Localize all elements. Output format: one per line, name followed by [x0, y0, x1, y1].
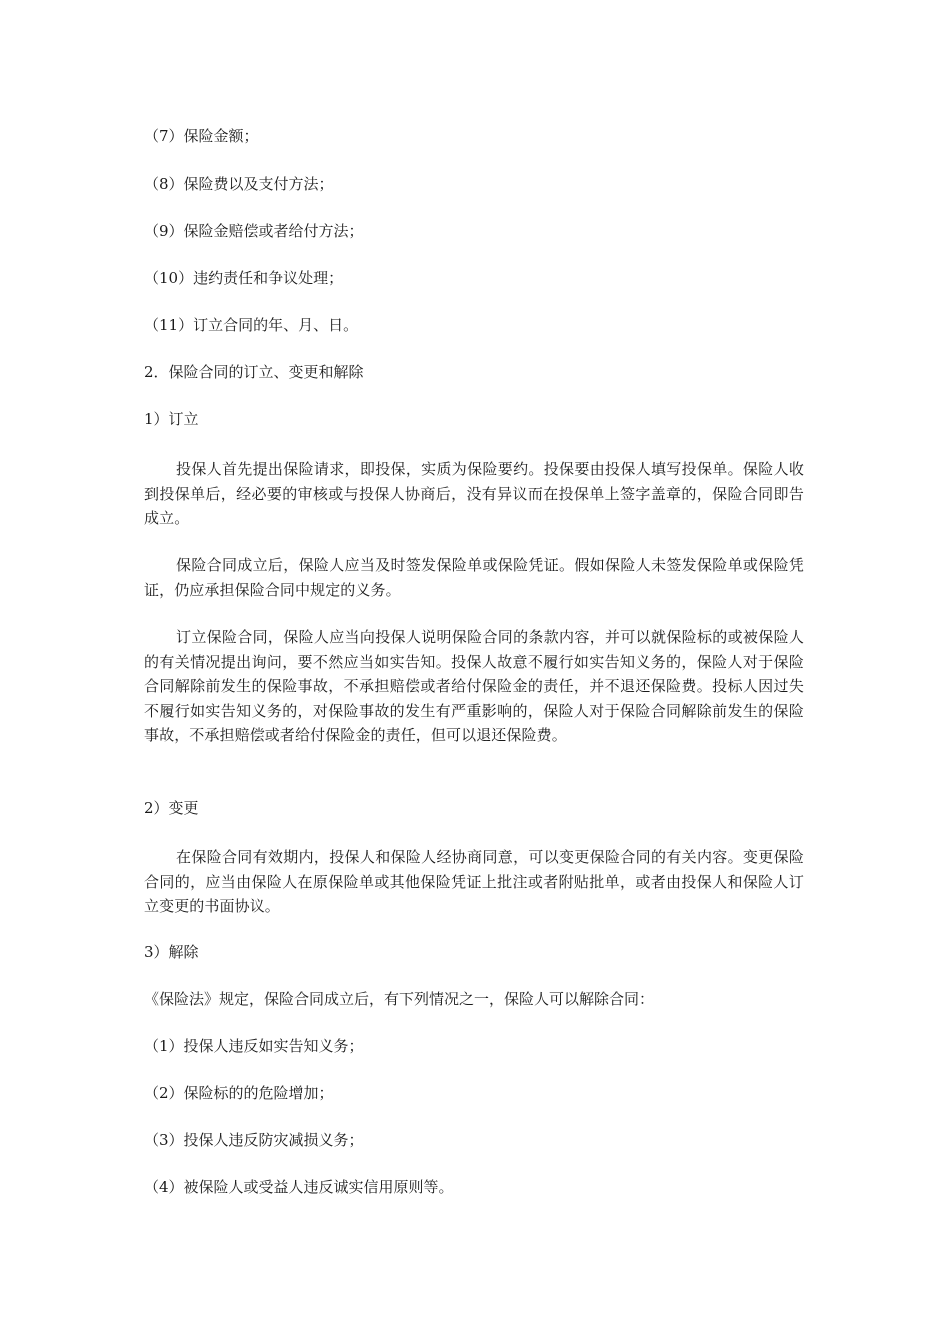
- list-item-10: （10）违约责任和争议处理；: [144, 269, 344, 287]
- terminate-item-2: （2）保险标的的危险增加；: [144, 1084, 334, 1102]
- terminate-intro: 《保险法》规定，保险合同成立后，有下列情况之一，保险人可以解除合同：: [144, 990, 655, 1008]
- section-title: 2．保险合同的订立、变更和解除: [144, 363, 364, 381]
- subsection-title-change: 2）变更: [144, 799, 199, 817]
- list-item-11: （11）订立合同的年、月、日。: [144, 316, 359, 334]
- terminate-item-4: （4）被保险人或受益人违反诚实信用原则等。: [144, 1178, 454, 1196]
- subsection-title-terminate: 3）解除: [144, 943, 199, 961]
- paragraph-establish-1: 投保人首先提出保险请求，即投保，实质为保险要约。投保要由投保人填写投保单。保险人收到投保单后，经必要的审核或与投保人协商后，没有异议而在投保单上签字盖章的，保险合同即告成立。: [144, 460, 804, 527]
- paragraph-change-1: 在保险合同有效期内，投保人和保险人经协商同意，可以变更保险合同的有关内容。变更保险合同的，应当由保险人在原保险单或其他保险凭证上批注或者附贴批单，或者由投保人和保险人订立变更的书面协议。: [144, 848, 804, 915]
- terminate-item-1: （1）投保人违反如实告知义务；: [144, 1037, 364, 1055]
- list-item-7: （7）保险金额；: [144, 127, 259, 145]
- paragraph-establish-2: 保险合同成立后，保险人应当及时签发保险单或保险凭证。假如保险人未签发保险单或保险凭证，仍应承担保险合同中规定的义务。: [144, 556, 804, 599]
- terminate-item-3: （3）投保人违反防灾减损义务；: [144, 1131, 364, 1149]
- list-item-8: （8）保险费以及支付方法；: [144, 175, 334, 193]
- list-item-9: （9）保险金赔偿或者给付方法；: [144, 222, 364, 240]
- paragraph-establish-3: 订立保险合同，保险人应当向投保人说明保险合同的条款内容，并可以就保险标的或被保险人的有关情况提出询问，要不然应当如实告知。投保人故意不履行如实告知义务的，保险人对于保险合同解除前发生的保险事故，不承担赔偿或者给付保险金的责任，并不退还保险费。投标人因过失不履行如实告知义务的，对保险事故的发生有严重影响的，保险人对于保险合同解除前发生的保险事故，不承担赔偿或者给付保险金的责任，但可以退还保险费。: [144, 628, 804, 744]
- subsection-title-establish: 1）订立: [144, 410, 199, 428]
